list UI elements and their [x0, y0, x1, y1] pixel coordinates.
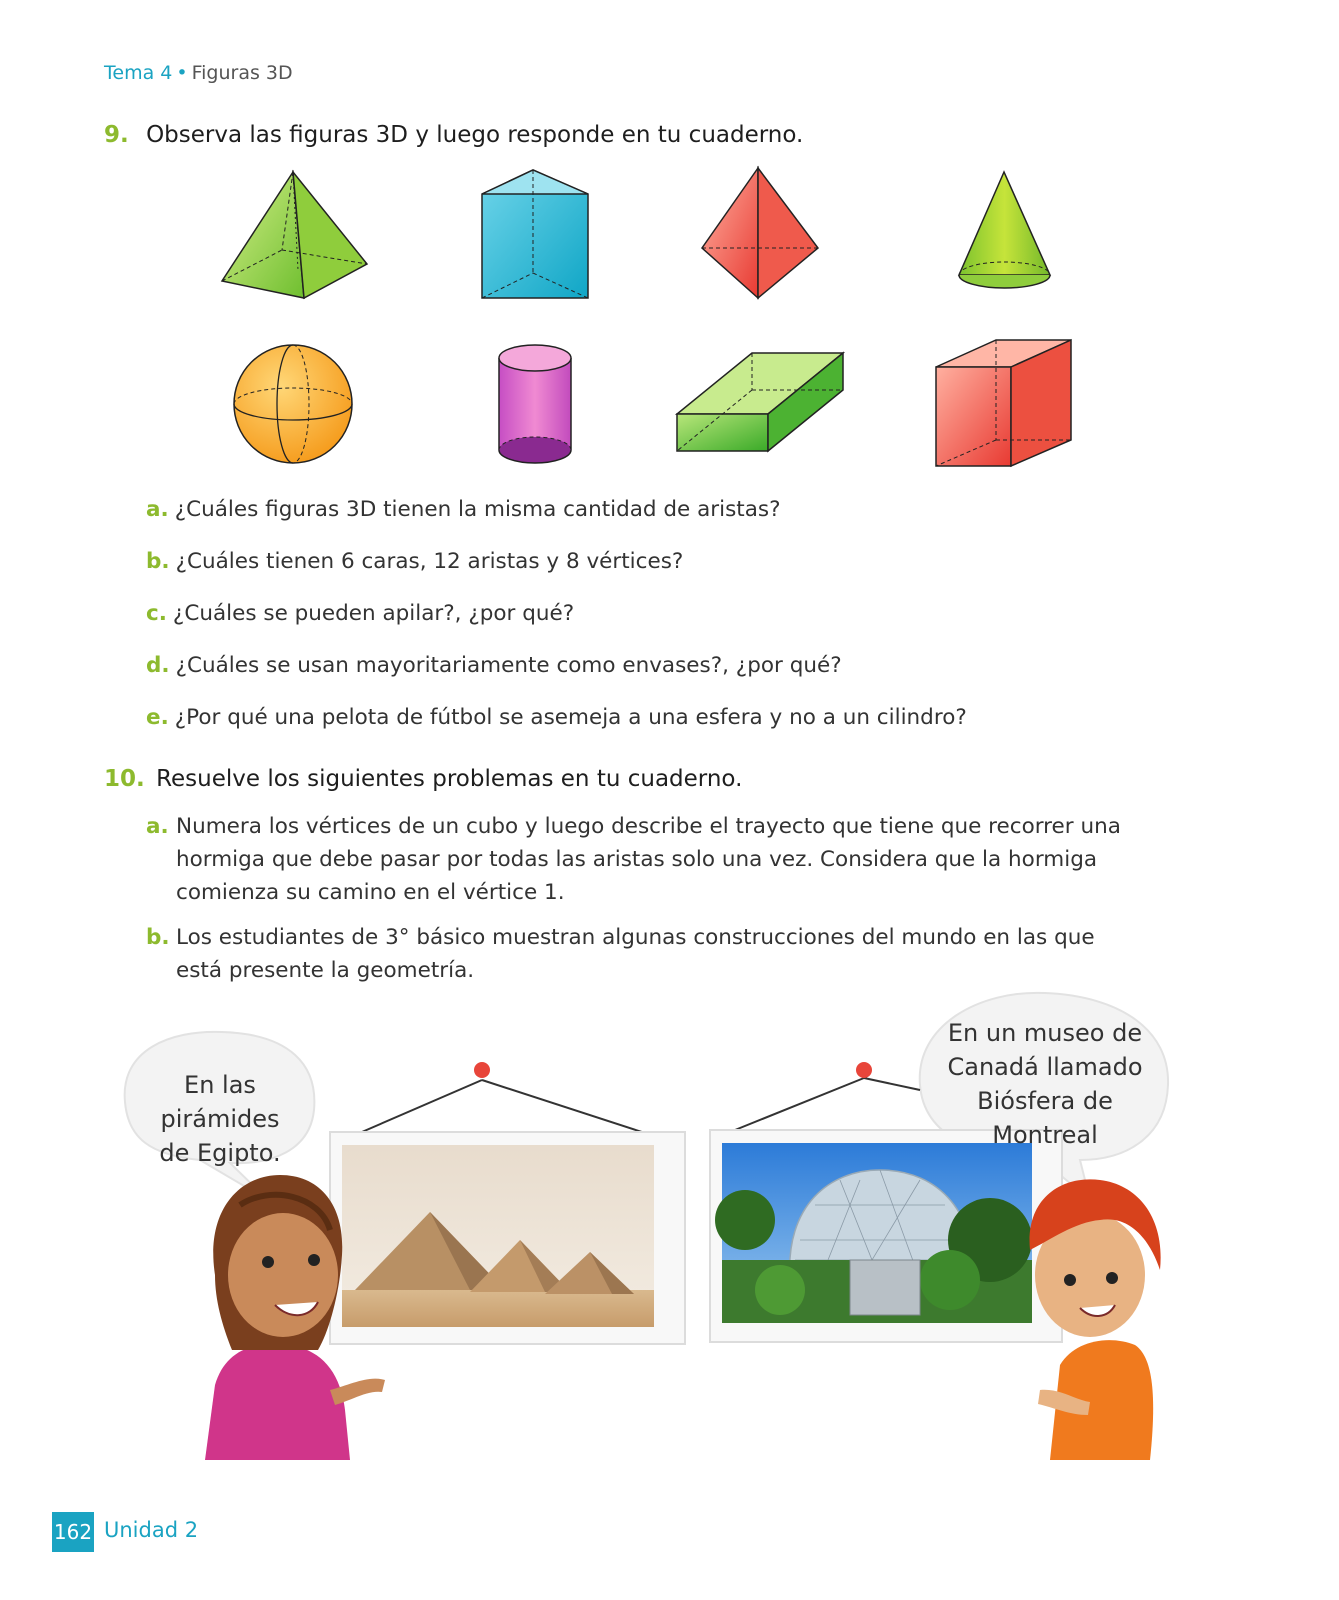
question-9-item-c — [146, 601, 574, 626]
sphere-shape — [234, 345, 352, 463]
square-pyramid-shape — [222, 172, 367, 298]
cube-shape — [936, 340, 1071, 466]
question-9-item-d — [146, 653, 842, 678]
tema-label: Tema 4 — [104, 62, 173, 84]
item-letter: b. — [146, 925, 170, 950]
bubble-line: Montreal — [992, 1121, 1098, 1149]
speech-bubble-right-text — [930, 1016, 1160, 1152]
item-letter: c. — [146, 601, 167, 626]
cylinder-shape — [499, 345, 571, 463]
question-9-item-e — [146, 705, 967, 730]
page-number: 162 — [52, 1512, 94, 1552]
item-letter: e. — [146, 705, 169, 730]
question-10-item-b — [146, 921, 1126, 987]
triangular-pyramid-shape — [702, 168, 818, 298]
triangular-prism-shape — [482, 170, 588, 298]
bubble-line: Canadá llamado — [947, 1053, 1143, 1081]
item-letter: a. — [146, 814, 169, 839]
shapes-illustration — [0, 0, 1339, 490]
bubble-line: En un museo de — [947, 1019, 1143, 1047]
rectangular-prism-shape — [677, 353, 843, 451]
question-9-number: 9. — [104, 122, 129, 148]
bubble-line: Biósfera de — [977, 1087, 1113, 1115]
unit-label: Unidad 2 — [104, 1518, 199, 1542]
pyramids-photo-frame — [330, 1062, 685, 1344]
bubble-line: pirámides — [160, 1105, 280, 1133]
question-9-item-b — [146, 549, 683, 574]
speech-bubble-left-text — [135, 1068, 305, 1170]
question-9-item-a — [146, 497, 781, 522]
item-text: Los estudiantes de 3° básico muestran algunas construcciones del mundo en las que está presente la geometría. — [176, 925, 1095, 983]
pushpin-icon — [474, 1062, 490, 1078]
item-letter: d. — [146, 653, 170, 678]
cone-shape — [959, 172, 1050, 288]
question-10-heading — [104, 766, 742, 792]
topic-label: Figuras 3D — [191, 62, 293, 84]
item-text: ¿Por qué una pelota de fútbol se asemeja a una esfera y no a un cilindro? — [174, 705, 967, 730]
bubble-line: En las — [184, 1071, 256, 1099]
item-text: ¿Cuáles se pueden apilar?, ¿por qué? — [172, 601, 575, 626]
pushpin-icon — [856, 1062, 872, 1078]
item-text: Numera los vértices de un cubo y luego describe el trayecto que tiene que recorrer una hormiga que debe pasar por todas las aristas solo una vez. Considera que la hormiga comienza su camino en el vértice 1. — [176, 814, 1121, 905]
question-10-title: Resuelve los siguientes problemas en tu cuaderno. — [156, 766, 743, 792]
bubble-line: de Egipto. — [159, 1139, 281, 1167]
item-text: ¿Cuáles figuras 3D tienen la misma cantidad de aristas? — [174, 497, 781, 522]
item-text: ¿Cuáles tienen 6 caras, 12 aristas y 8 vértices? — [175, 549, 684, 574]
question-10-item-a — [146, 810, 1126, 909]
item-letter: a. — [146, 497, 169, 522]
item-letter: b. — [146, 549, 170, 574]
question-9-title: Observa las figuras 3D y luego responde en tu cuaderno. — [146, 122, 804, 148]
header-separator: • — [176, 62, 188, 84]
question-10-number: 10. — [104, 766, 145, 792]
item-text: ¿Cuáles se usan mayoritariamente como envases?, ¿por qué? — [175, 653, 842, 678]
